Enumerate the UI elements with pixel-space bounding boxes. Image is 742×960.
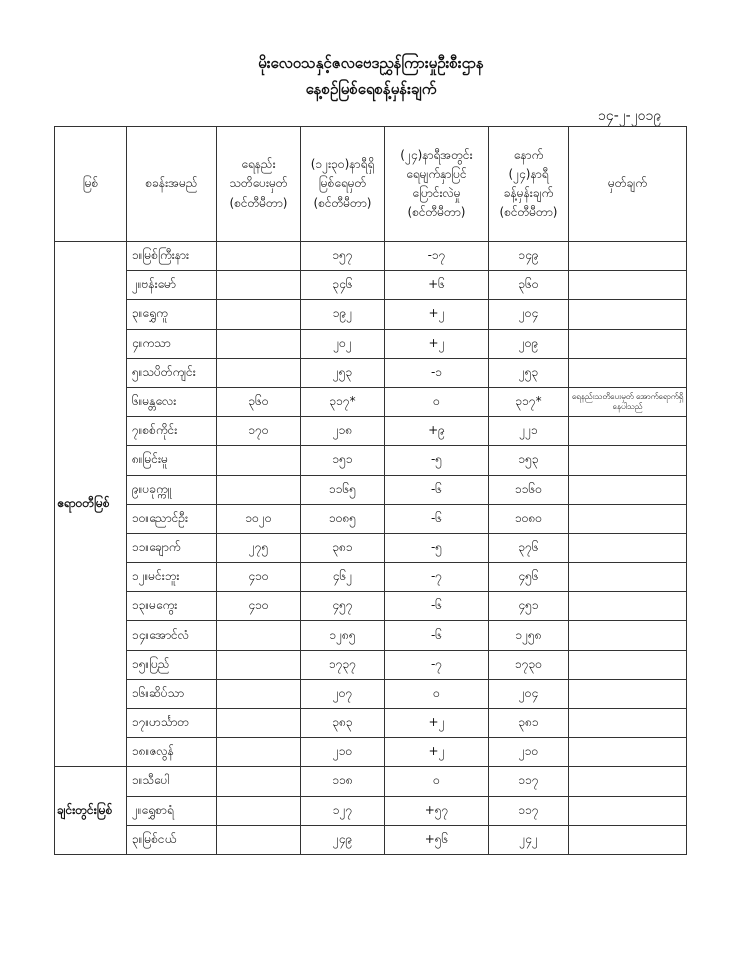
danger-level [217, 709, 301, 738]
current-level: ၁၂၈၅ [301, 621, 385, 650]
river-name: ချင်းတွင်းမြစ် [55, 767, 127, 855]
forecast-level: ၂၀၉ [489, 329, 569, 358]
remark [569, 709, 687, 738]
level-change: -၆ [385, 592, 489, 621]
level-change: +၆ [385, 271, 489, 300]
forecast-level: ၂၅၃ [489, 358, 569, 387]
header-danger-line: ရေနည်း [241, 157, 276, 172]
station-name: ၁၂။မင်းဘူး [127, 563, 217, 592]
forecast-level: ၁၁၇ [489, 767, 569, 796]
current-level: ၂၀၇ [301, 679, 385, 708]
level-change: -၇ [385, 563, 489, 592]
level-change: +၉ [385, 417, 489, 446]
current-level: ၂၅၃ [301, 358, 385, 387]
danger-level [217, 738, 301, 767]
station-name: ၁၀။ညောင်ဦး [127, 504, 217, 533]
station-name: ၉။ပခုက္ကူ [127, 475, 217, 504]
remark [569, 329, 687, 358]
table-row [55, 358, 687, 387]
station-name: ၄။ကသာ [127, 329, 217, 358]
forecast-level: ၁၅၃ [489, 446, 569, 475]
station-name: ၃။ရွှေကူ [127, 300, 217, 329]
river-level-table [54, 126, 687, 855]
station-name: ၁၇။ဟင်္သာတ [127, 709, 217, 738]
header-change-line: ရေမျက်နှာပြင် [406, 166, 467, 181]
danger-level: ၁၇၀ [217, 417, 301, 446]
header-forecast-line: နောက် [513, 147, 544, 162]
header-station: စခန်းအမည် [127, 127, 217, 242]
table-row [55, 533, 687, 562]
current-level: ၁၁၆၅ [301, 475, 385, 504]
level-change: -၆ [385, 475, 489, 504]
current-level: ၁၅၇ [301, 242, 385, 271]
danger-level [217, 679, 301, 708]
forecast-level: ၂၀၄ [489, 679, 569, 708]
danger-level [217, 796, 301, 825]
current-level: ၂၁၈ [301, 417, 385, 446]
remark [569, 242, 687, 271]
table-row [55, 387, 687, 416]
level-change: ၀ [385, 767, 489, 796]
remark [569, 358, 687, 387]
danger-level [217, 825, 301, 854]
danger-level [217, 767, 301, 796]
table-row [55, 504, 687, 533]
remark [569, 300, 687, 329]
forecast-level: ၂၂၁ [489, 417, 569, 446]
danger-level [217, 329, 301, 358]
table-row [55, 738, 687, 767]
remark [569, 592, 687, 621]
table-row [55, 329, 687, 358]
forecast-level: ၁၂၅၈ [489, 621, 569, 650]
header-forecast-line: ခန့်မှန်းချက် [503, 186, 554, 200]
current-level: ၁၁၈ [301, 767, 385, 796]
forecast-level: ၁၄၉ [489, 242, 569, 271]
river-name: ဧရာဝတီမြစ် [55, 242, 127, 767]
current-level: ၁၂၇ [301, 796, 385, 825]
forecast-level: ၂၄၂ [489, 825, 569, 854]
danger-level [217, 621, 301, 650]
table-row [55, 242, 687, 271]
remark [569, 504, 687, 533]
table-row [55, 679, 687, 708]
header-danger-line: သတိပေးမှတ် [229, 176, 288, 191]
level-change: +၂ [385, 738, 489, 767]
report-date: ၁၄-၂-၂၀၁၉ [598, 108, 662, 124]
table-row [55, 592, 687, 621]
table-row [55, 825, 687, 854]
station-name: ၁။သီပေါ [127, 767, 217, 796]
danger-level: ၄၁၀ [217, 592, 301, 621]
station-name: ၇။စစ်ကိုင်း [127, 417, 217, 446]
header-current-line: မြစ်ရေမှတ် [318, 176, 367, 191]
header-current-line: (စင်တီမီတာ) [313, 195, 372, 210]
current-level: ၃၄၆ [301, 271, 385, 300]
remark [569, 767, 687, 796]
forecast-level: ၂၁၀ [489, 738, 569, 767]
level-change: +၅၆ [385, 825, 489, 854]
current-level: ၂၁၀ [301, 738, 385, 767]
current-level: ၁၀၈၅ [301, 504, 385, 533]
station-name: ၁၈။ဇလွန် [127, 738, 217, 767]
remark [569, 650, 687, 679]
danger-level: ၃၆၀ [217, 387, 301, 416]
danger-level [217, 446, 301, 475]
forecast-level: ၂၀၄ [489, 300, 569, 329]
table-row [55, 621, 687, 650]
report-title: နေ့စဉ်မြစ်ရေစန့်မှန်းချက် [305, 80, 437, 98]
forecast-level: ၁၇၃၀ [489, 650, 569, 679]
forecast-level: ၁၁၆၀ [489, 475, 569, 504]
danger-level: ၄၁၀ [217, 563, 301, 592]
danger-level: ၁၀၂၀ [217, 504, 301, 533]
station-name: ၁၅။ပြည် [127, 650, 217, 679]
header-row [55, 127, 687, 242]
header-danger-line: (စင်တီမီတာ) [229, 195, 288, 210]
current-level: ၁၅၁ [301, 446, 385, 475]
danger-level [217, 242, 301, 271]
table-row [55, 300, 687, 329]
current-level: ၃၁၇* [301, 387, 385, 416]
level-change: -၇ [385, 650, 489, 679]
remark [569, 738, 687, 767]
table-row [55, 650, 687, 679]
remark [569, 679, 687, 708]
table-row [55, 709, 687, 738]
header-current-level [301, 127, 385, 242]
level-change: ၀ [385, 679, 489, 708]
current-level: ၃၈၃ [301, 709, 385, 738]
table-row [55, 767, 687, 796]
level-change: +၂ [385, 329, 489, 358]
station-name: ၆။မန္တလေး [127, 387, 217, 416]
forecast-level: ၃၇၆ [489, 533, 569, 562]
station-name: ၅။သပိတ်ကျင်း [127, 358, 217, 387]
danger-level [217, 650, 301, 679]
station-name: ၁၄။အောင်လံ [127, 621, 217, 650]
forecast-level: ၄၅၆ [489, 563, 569, 592]
station-name: ၈။မြင်းမူ [127, 446, 217, 475]
forecast-level: ၃၁၇* [489, 387, 569, 416]
level-change: +၅၇ [385, 796, 489, 825]
remark [569, 533, 687, 562]
remark [569, 621, 687, 650]
header-forecast-line: (၂၄)နာရီ [508, 166, 549, 181]
level-change: -၆ [385, 621, 489, 650]
level-change: +၂ [385, 709, 489, 738]
station-name: ၁၃။မကွေး [127, 592, 217, 621]
header-forecast [489, 127, 569, 242]
current-level: ၁၉၂ [301, 300, 385, 329]
current-level: ၂၄၉ [301, 825, 385, 854]
current-level: ၃၈၁ [301, 533, 385, 562]
table-row [55, 417, 687, 446]
danger-level [217, 271, 301, 300]
header-current-line: (၁၂း၃၀)နာရီရှိ [310, 157, 375, 172]
station-name: ၁။မြစ်ကြီးနား [127, 242, 217, 271]
station-name: ၃။မြစ်ငယ် [127, 825, 217, 854]
current-level: ၄၆၂ [301, 563, 385, 592]
remark [569, 825, 687, 854]
station-name: ၂။ဗန်းမော် [127, 271, 217, 300]
level-change: -၁၇ [385, 242, 489, 271]
header-change-line: (စင်တီမီတာ) [407, 205, 466, 220]
header-change-line: (၂၄)နာရီအတွင်း [400, 147, 473, 162]
station-name: ၁၁။ချောက် [127, 533, 217, 562]
header-forecast-line: (စင်တီမီတာ) [499, 205, 558, 220]
header-change [385, 127, 489, 242]
header-remarks: မှတ်ချက် [569, 127, 687, 242]
table-row [55, 446, 687, 475]
forecast-level: ၁၁၇ [489, 796, 569, 825]
forecast-level: ၃၆၀ [489, 271, 569, 300]
level-change: -၆ [385, 504, 489, 533]
station-name: ၂။ရွှေစာရံ [127, 796, 217, 825]
forecast-level: ၁၀၈၀ [489, 504, 569, 533]
remark: ရေနည်းသတိပေးမှတ် အောက်ရောက်ရှိနေပါသည် [569, 387, 687, 416]
department-title: မိုးလေဝသနှင့်ဇလဗေဒညွှန်ကြားမှုဦးစီးဌာန [258, 54, 484, 72]
forecast-level: ၃၈၁ [489, 709, 569, 738]
level-change: -၁ [385, 358, 489, 387]
level-change: -၅ [385, 533, 489, 562]
table-body [55, 242, 687, 855]
level-change: ၀ [385, 387, 489, 416]
table-row [55, 475, 687, 504]
danger-level [217, 300, 301, 329]
level-change: -၅ [385, 446, 489, 475]
danger-level: ၂၇၅ [217, 533, 301, 562]
forecast-level: ၄၅၁ [489, 592, 569, 621]
current-level: ၁၇၃၇ [301, 650, 385, 679]
header-danger-level [217, 127, 301, 242]
danger-level [217, 475, 301, 504]
remark [569, 796, 687, 825]
remark [569, 475, 687, 504]
current-level: ၂၀၂ [301, 329, 385, 358]
header-river: မြစ် [55, 127, 127, 242]
level-change: +၂ [385, 300, 489, 329]
remark [569, 271, 687, 300]
remark [569, 446, 687, 475]
table-row [55, 563, 687, 592]
header-change-line: ပြောင်းလဲမှု [412, 186, 461, 200]
station-name: ၁၆။ဆိပ်သာ [127, 679, 217, 708]
current-level: ၄၅၇ [301, 592, 385, 621]
danger-level [217, 358, 301, 387]
table-row [55, 271, 687, 300]
remark [569, 417, 687, 446]
remark [569, 563, 687, 592]
table-row [55, 796, 687, 825]
